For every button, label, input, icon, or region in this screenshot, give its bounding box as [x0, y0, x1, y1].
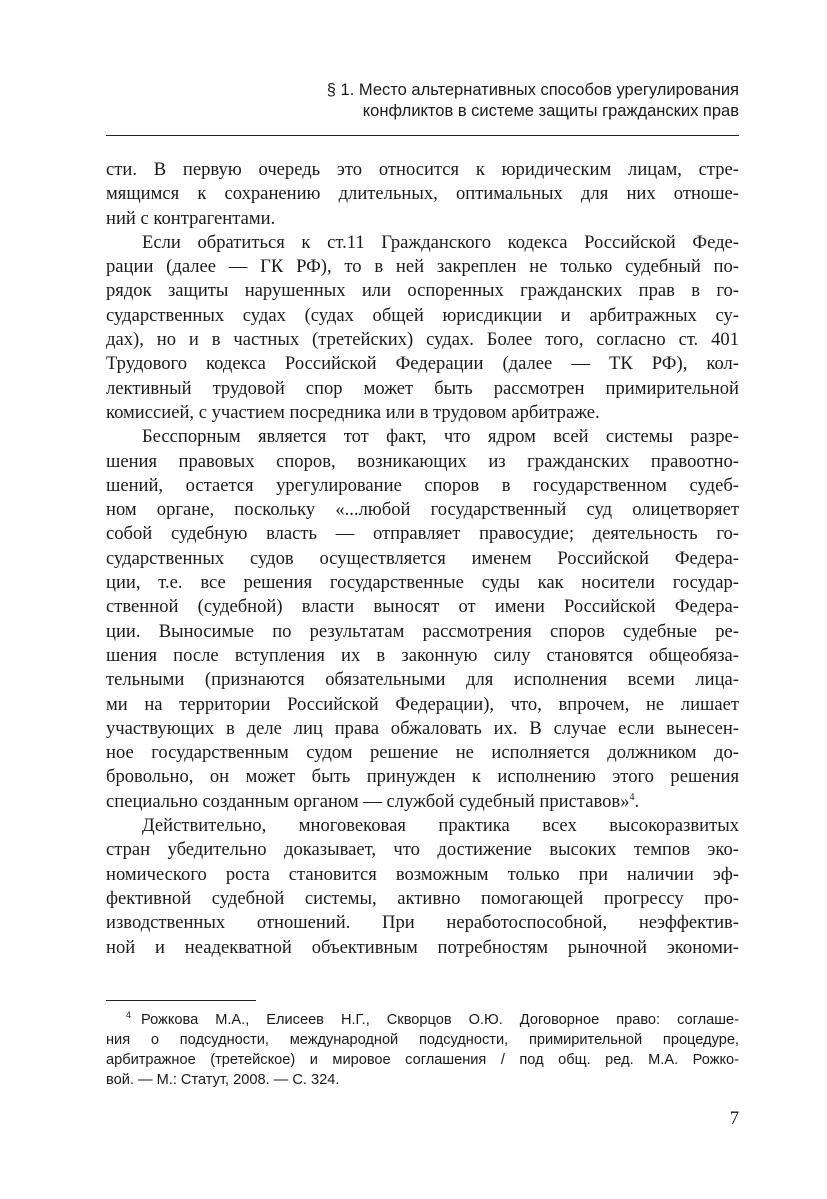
body-line: ции, т.е. все решения государственные суды как носители государ-	[106, 572, 739, 594]
footnote-line-text: Рожкова М.А., Елисеев Н.Г., Скворцов О.Ю. Договорное право: соглаше-	[141, 1012, 739, 1028]
footnote-line: вой. — М.: Статут, 2008. — С. 324.	[106, 1072, 340, 1088]
running-head-line-1: § 1. Место альтернативных способов урегулирования	[326, 81, 739, 99]
body-line: участвующих в деле лиц права обжаловать их. В случае если вынесен-	[106, 717, 739, 739]
body-line: ми на территории Российской Федерации), что, впрочем, не лишает	[106, 693, 739, 715]
body-line: мящимся к сохранению длительных, оптимальных для них отноше-	[106, 183, 739, 205]
body-line: Трудового кодекса Российской Федерации (далее — ТК РФ), кол-	[106, 353, 739, 375]
body-line: лективный трудовой спор может быть рассмотрен примирительной	[106, 377, 739, 399]
body-line: ной и неадекватной объективным потребностям рыночной экономи-	[106, 936, 739, 958]
body-line: собой судебную власть — отправляет правосудие; деятельность го-	[106, 523, 739, 545]
body-line: специально созданным органом — службой судебный приставов»$^4$.	[106, 790, 640, 812]
body-line: бровольно, он может быть принужден к исполнению этого решения	[106, 766, 739, 788]
body-line: дах), но и в частных (третейских) судах. Более того, согласно ст. 401	[106, 329, 739, 351]
body-line: ное государственным судом решение не исполняется должником до-	[106, 742, 739, 764]
body-line: фективной судебной системы, активно помогающей прогрессу про-	[106, 887, 739, 909]
body-line: изводственных отношений. При неработоспособной, неэффектив-	[106, 912, 739, 934]
body-text	[106, 158, 739, 960]
body-line: Бесспорным является тот факт, что ядром всей системы разре-	[142, 426, 739, 448]
footnote-rule	[106, 1000, 256, 1001]
body-line: шения правовых споров, возникающих из гражданских правоотно-	[106, 450, 739, 472]
body-line: номического роста становится возможным только при наличии эф-	[106, 863, 739, 885]
body-line: стран убедительно доказывает, что достижение высоких темпов эко-	[106, 839, 739, 861]
body-line: комиссией, с участием посредника или в трудовом арбитраже.	[106, 401, 600, 423]
body-line: ственной (судебной) власти выносят от имени Российской Федера-	[106, 596, 739, 618]
running-head-line-2: конфликтов в системе защиты гражданских прав	[362, 102, 739, 120]
footnote-mark: 4	[126, 1010, 132, 1021]
body-line: Если обратиться к ст.11 Гражданского кодекса Российской Феде-	[142, 231, 739, 253]
body-line: рации (далее — ГК РФ), то в ней закреплен не только судебный по-	[106, 256, 739, 278]
body-line: сударственных судов осуществляется именем Российской Федера-	[106, 547, 739, 569]
body-line: сти. В первую очередь это относится к юридическим лицам, стре-	[106, 159, 739, 180]
body-line: ний с контрагентами.	[106, 207, 276, 229]
footnote-line: ния о подсудности, международной подсудности, примирительной процедуре,	[106, 1032, 739, 1048]
page-number: 7	[729, 1108, 739, 1129]
running-head	[106, 80, 739, 122]
body-line: шений, остается урегулирование споров в государственном судеб-	[106, 474, 739, 496]
body-line: ном органе, поскольку «...любой государственный суд олицетворяет	[106, 499, 739, 521]
body-line: тельными (признаются обязательными для исполнения всеми лица-	[106, 669, 739, 691]
body-line: шения после вступления их в законную силу становятся общеобяза-	[106, 644, 739, 666]
body-line: сударственных судах (судах общей юрисдикции и арбитражных су-	[106, 304, 739, 326]
header-rule	[106, 135, 739, 136]
footnote-line	[106, 1010, 739, 1030]
footnote-reference[interactable]: 4	[629, 791, 635, 803]
body-line: Действительно, многовековая практика всех высокоразвитых	[142, 815, 739, 837]
footnote	[106, 1010, 739, 1090]
body-line-text: специально созданным органом — службой судебный приставов»	[106, 790, 630, 812]
body-line: рядок защиты нарушенных или оспоренных гражданских прав в го-	[106, 280, 739, 302]
footnote-line: арбитражное (третейское) и мировое соглашения / под общ. ред. М.А. Рожко-	[106, 1052, 739, 1068]
body-line: ции. Выносимые по результатам рассмотрения споров судебные ре-	[106, 620, 739, 642]
